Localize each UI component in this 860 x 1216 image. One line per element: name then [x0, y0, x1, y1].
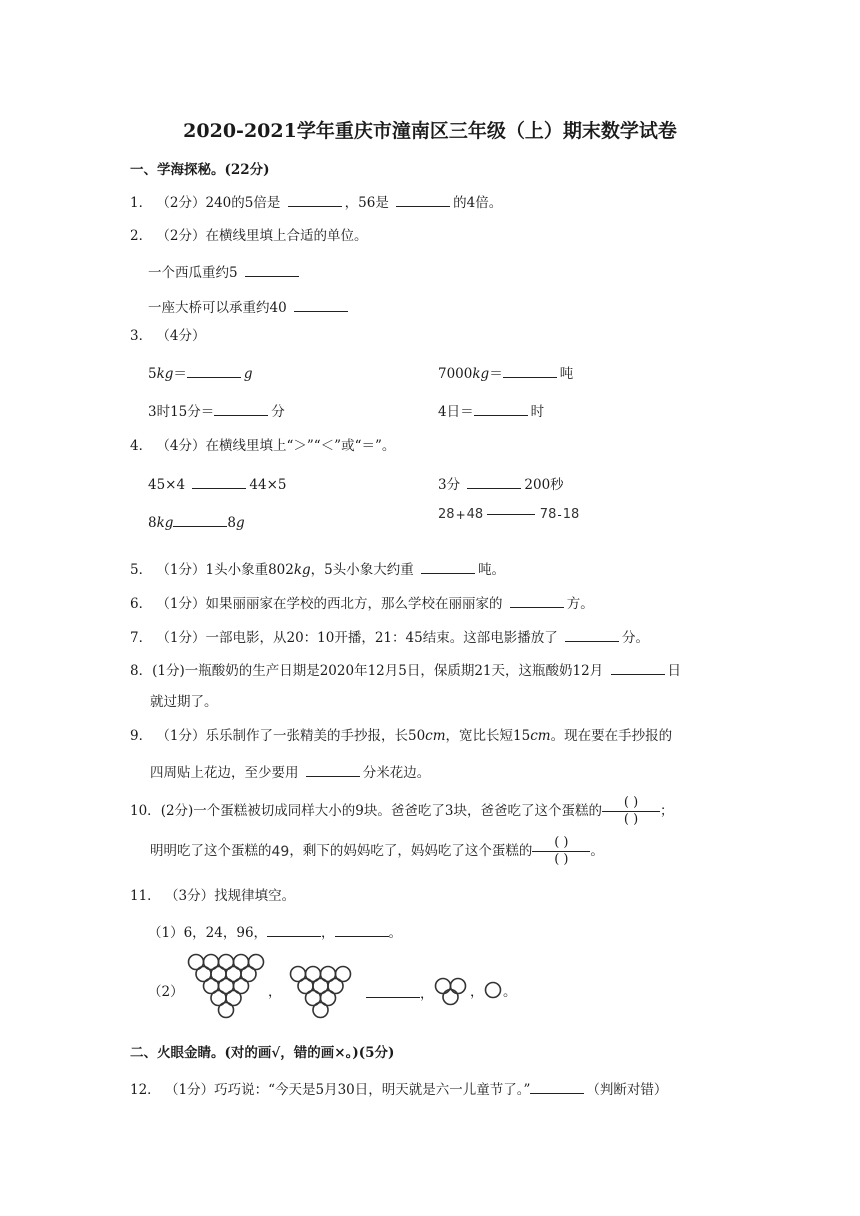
- answer-blank[interactable]: [214, 401, 268, 416]
- value: 7000: [438, 366, 473, 382]
- question-8-line2: 就过期了。: [150, 694, 218, 710]
- question-4b: [438, 474, 564, 494]
- unit: kg: [293, 562, 311, 578]
- question-text: ，56是: [344, 195, 389, 211]
- question-number: 9．: [130, 728, 153, 744]
- question-number: 4．: [130, 438, 153, 454]
- question-text: 一个西瓜重约5: [148, 265, 238, 281]
- question-text: （2分）240的5倍是: [156, 195, 281, 211]
- answer-blank[interactable]: [288, 192, 342, 207]
- unit: g: [243, 366, 253, 382]
- answer-blank[interactable]: [335, 922, 389, 937]
- period: 。: [388, 925, 403, 941]
- comma: ，: [321, 925, 335, 941]
- question-text: （4分）在横线里填上“＞”“＜”或“＝”。: [156, 438, 396, 454]
- answer-blank[interactable]: [474, 401, 528, 416]
- question-7: [130, 627, 649, 647]
- answer-blank[interactable]: [192, 474, 246, 489]
- question-2a: [148, 262, 302, 282]
- value: 8: [148, 515, 157, 531]
- question-text: （1分）巧巧说：“今天是5月30日，明天就是六一儿童节了。”: [164, 1082, 531, 1098]
- answer-blank[interactable]: [467, 474, 521, 489]
- unit: kg: [156, 366, 174, 382]
- answer-blank[interactable]: [306, 762, 360, 777]
- question-9: [130, 727, 672, 745]
- fraction: 48: [466, 507, 484, 522]
- answer-blank[interactable]: [366, 983, 420, 998]
- equals-sign: ＝: [489, 366, 503, 382]
- unit: kg: [472, 366, 490, 382]
- fraction-answer-blank[interactable]: [532, 835, 590, 868]
- question-12: [130, 1079, 667, 1099]
- question-text: （2分）在横线里填上合适的单位。: [156, 228, 368, 244]
- question-text: （1分）如果丽丽家在学校的西北方，那么学校在丽丽家的: [156, 596, 503, 612]
- answer-blank[interactable]: [565, 627, 619, 642]
- question-text: 。: [590, 843, 604, 859]
- question-text: 4日＝: [438, 404, 474, 420]
- minus-sign: -: [557, 507, 562, 522]
- question-text: 的4倍。: [453, 195, 503, 211]
- question-text: （1分）一部电影，从20：10开播，21：45结束。这部电影播放了: [156, 630, 558, 646]
- equals-sign: ＝: [173, 366, 187, 382]
- question-text: （4分）: [156, 328, 206, 344]
- unit: 时: [530, 404, 545, 420]
- unit: 分: [271, 404, 285, 420]
- question-4c: [148, 512, 245, 532]
- question-number: 5．: [130, 562, 153, 578]
- answer-blank[interactable]: [396, 192, 450, 207]
- value: 8: [227, 515, 237, 531]
- question-11: [130, 887, 295, 905]
- pattern-comma: ，: [268, 984, 282, 1000]
- question-10-line2: [150, 835, 604, 869]
- fraction: 49: [271, 843, 290, 860]
- question-text: ，剩下的妈妈吃了，妈妈吃了这个蛋糕的: [289, 843, 533, 859]
- answer-blank[interactable]: [187, 363, 241, 378]
- plus-sign: +: [455, 507, 466, 522]
- question-text: （3分）找规律填空。: [164, 888, 296, 904]
- value: 5: [148, 366, 157, 382]
- question-number: 6．: [130, 596, 153, 612]
- question-8: [130, 660, 681, 680]
- question-number: 11．: [130, 888, 161, 904]
- question-text: 3时15分＝: [148, 404, 215, 420]
- question-3: [130, 327, 205, 345]
- question-11-2-label: （2）: [148, 984, 184, 1000]
- question-2b: [148, 297, 351, 317]
- question-number: 8．: [130, 663, 153, 679]
- question-4a: [148, 474, 286, 494]
- pattern-comma: ，: [470, 984, 484, 1000]
- answer-blank[interactable]: [503, 363, 557, 378]
- question-11-1: [148, 922, 402, 942]
- question-text: 200秒: [524, 477, 564, 493]
- answer-blank[interactable]: [487, 514, 535, 515]
- answer-blank[interactable]: [267, 922, 321, 937]
- answer-blank[interactable]: [611, 660, 665, 675]
- page-title: 2020-2021学年重庆市潼南区三年级（上）期末数学试卷: [183, 120, 677, 142]
- question-number: 10．: [130, 803, 161, 819]
- answer-blank[interactable]: [421, 559, 475, 574]
- question-10: [130, 795, 674, 829]
- unit: cm: [530, 728, 551, 744]
- circle-pattern-figure: [180, 952, 520, 1024]
- answer-blank[interactable]: [245, 262, 299, 277]
- question-4: [130, 437, 395, 455]
- question-number: 1．: [130, 195, 153, 211]
- question-text: 分米花边。: [362, 765, 431, 781]
- question-text: 吨。: [478, 562, 506, 578]
- question-text: （1分）1头小象重802: [156, 562, 294, 578]
- question-text: ，5头小象大约重: [310, 562, 414, 578]
- question-number: 3．: [130, 328, 153, 344]
- unit: cm: [425, 728, 446, 744]
- comma: ，: [420, 986, 434, 1002]
- fraction: 18: [562, 507, 580, 522]
- unit: kg: [156, 515, 174, 531]
- question-1: [130, 192, 502, 212]
- paren: ( ): [623, 795, 639, 810]
- question-5: [130, 559, 505, 579]
- question-text: 四周贴上花边，至少要用: [150, 765, 299, 781]
- question-text: （1分）乐乐制作了一张精美的手抄报，长50: [156, 728, 426, 744]
- unit: 吨: [559, 366, 574, 382]
- question-11-2-blank: [366, 983, 434, 1003]
- question-text: 明明吃了这个蛋糕的: [150, 843, 272, 859]
- question-6: [130, 593, 594, 613]
- question-9-line2: [150, 762, 430, 782]
- question-text: （判断对错）: [586, 1082, 668, 1098]
- question-3d: [438, 401, 544, 421]
- fraction: 28: [438, 507, 455, 522]
- question-text: ，宽比长短15: [445, 728, 531, 744]
- answer-blank[interactable]: [510, 593, 564, 608]
- section-2-heading: 二、火眼金睛。(对的画√，错的画×。)(5分): [130, 1045, 395, 1061]
- answer-blank[interactable]: [294, 297, 348, 312]
- question-text: 方。: [566, 596, 594, 612]
- answer-blank[interactable]: [530, 1079, 584, 1094]
- question-text: 日: [667, 663, 681, 679]
- question-number: 12．: [130, 1082, 161, 1098]
- question-text: 3分: [438, 477, 461, 493]
- question-2: [130, 227, 367, 245]
- answer-blank[interactable]: [173, 512, 227, 527]
- unit: g: [236, 515, 245, 531]
- question-text: 45×4: [148, 477, 186, 493]
- question-3b: [438, 363, 573, 383]
- question-text: 。现在要在手抄报的: [550, 728, 673, 744]
- section-1-heading: 一、学海探秘。(22分): [130, 162, 270, 178]
- fraction: 78: [539, 507, 557, 522]
- question-text: 44×5: [249, 477, 287, 493]
- question-number: 7．: [130, 630, 153, 646]
- question-4d: [438, 505, 579, 541]
- question-text: (1分)一瓶酸奶的生产日期是2020年12月5日，保质期21天，这瓶酸奶12月: [152, 663, 604, 679]
- paren: ( ): [554, 835, 569, 850]
- question-text: （1）6，24，96，: [148, 925, 268, 941]
- fraction-answer-blank[interactable]: [602, 795, 660, 828]
- question-3a: [148, 363, 253, 383]
- question-text: ；: [660, 803, 674, 819]
- question-3c: [148, 401, 285, 421]
- question-text: 分。: [622, 630, 649, 646]
- question-text: (2分)一个蛋糕被切成同样大小的9块。爸爸吃了3块，爸爸吃了这个蛋糕的: [160, 803, 602, 819]
- paren: ( ): [623, 812, 639, 827]
- paren: ( ): [554, 852, 569, 867]
- question-text: 一座大桥可以承重约40: [148, 300, 287, 316]
- question-number: 2．: [130, 228, 153, 244]
- pattern-period: 。: [503, 984, 517, 1000]
